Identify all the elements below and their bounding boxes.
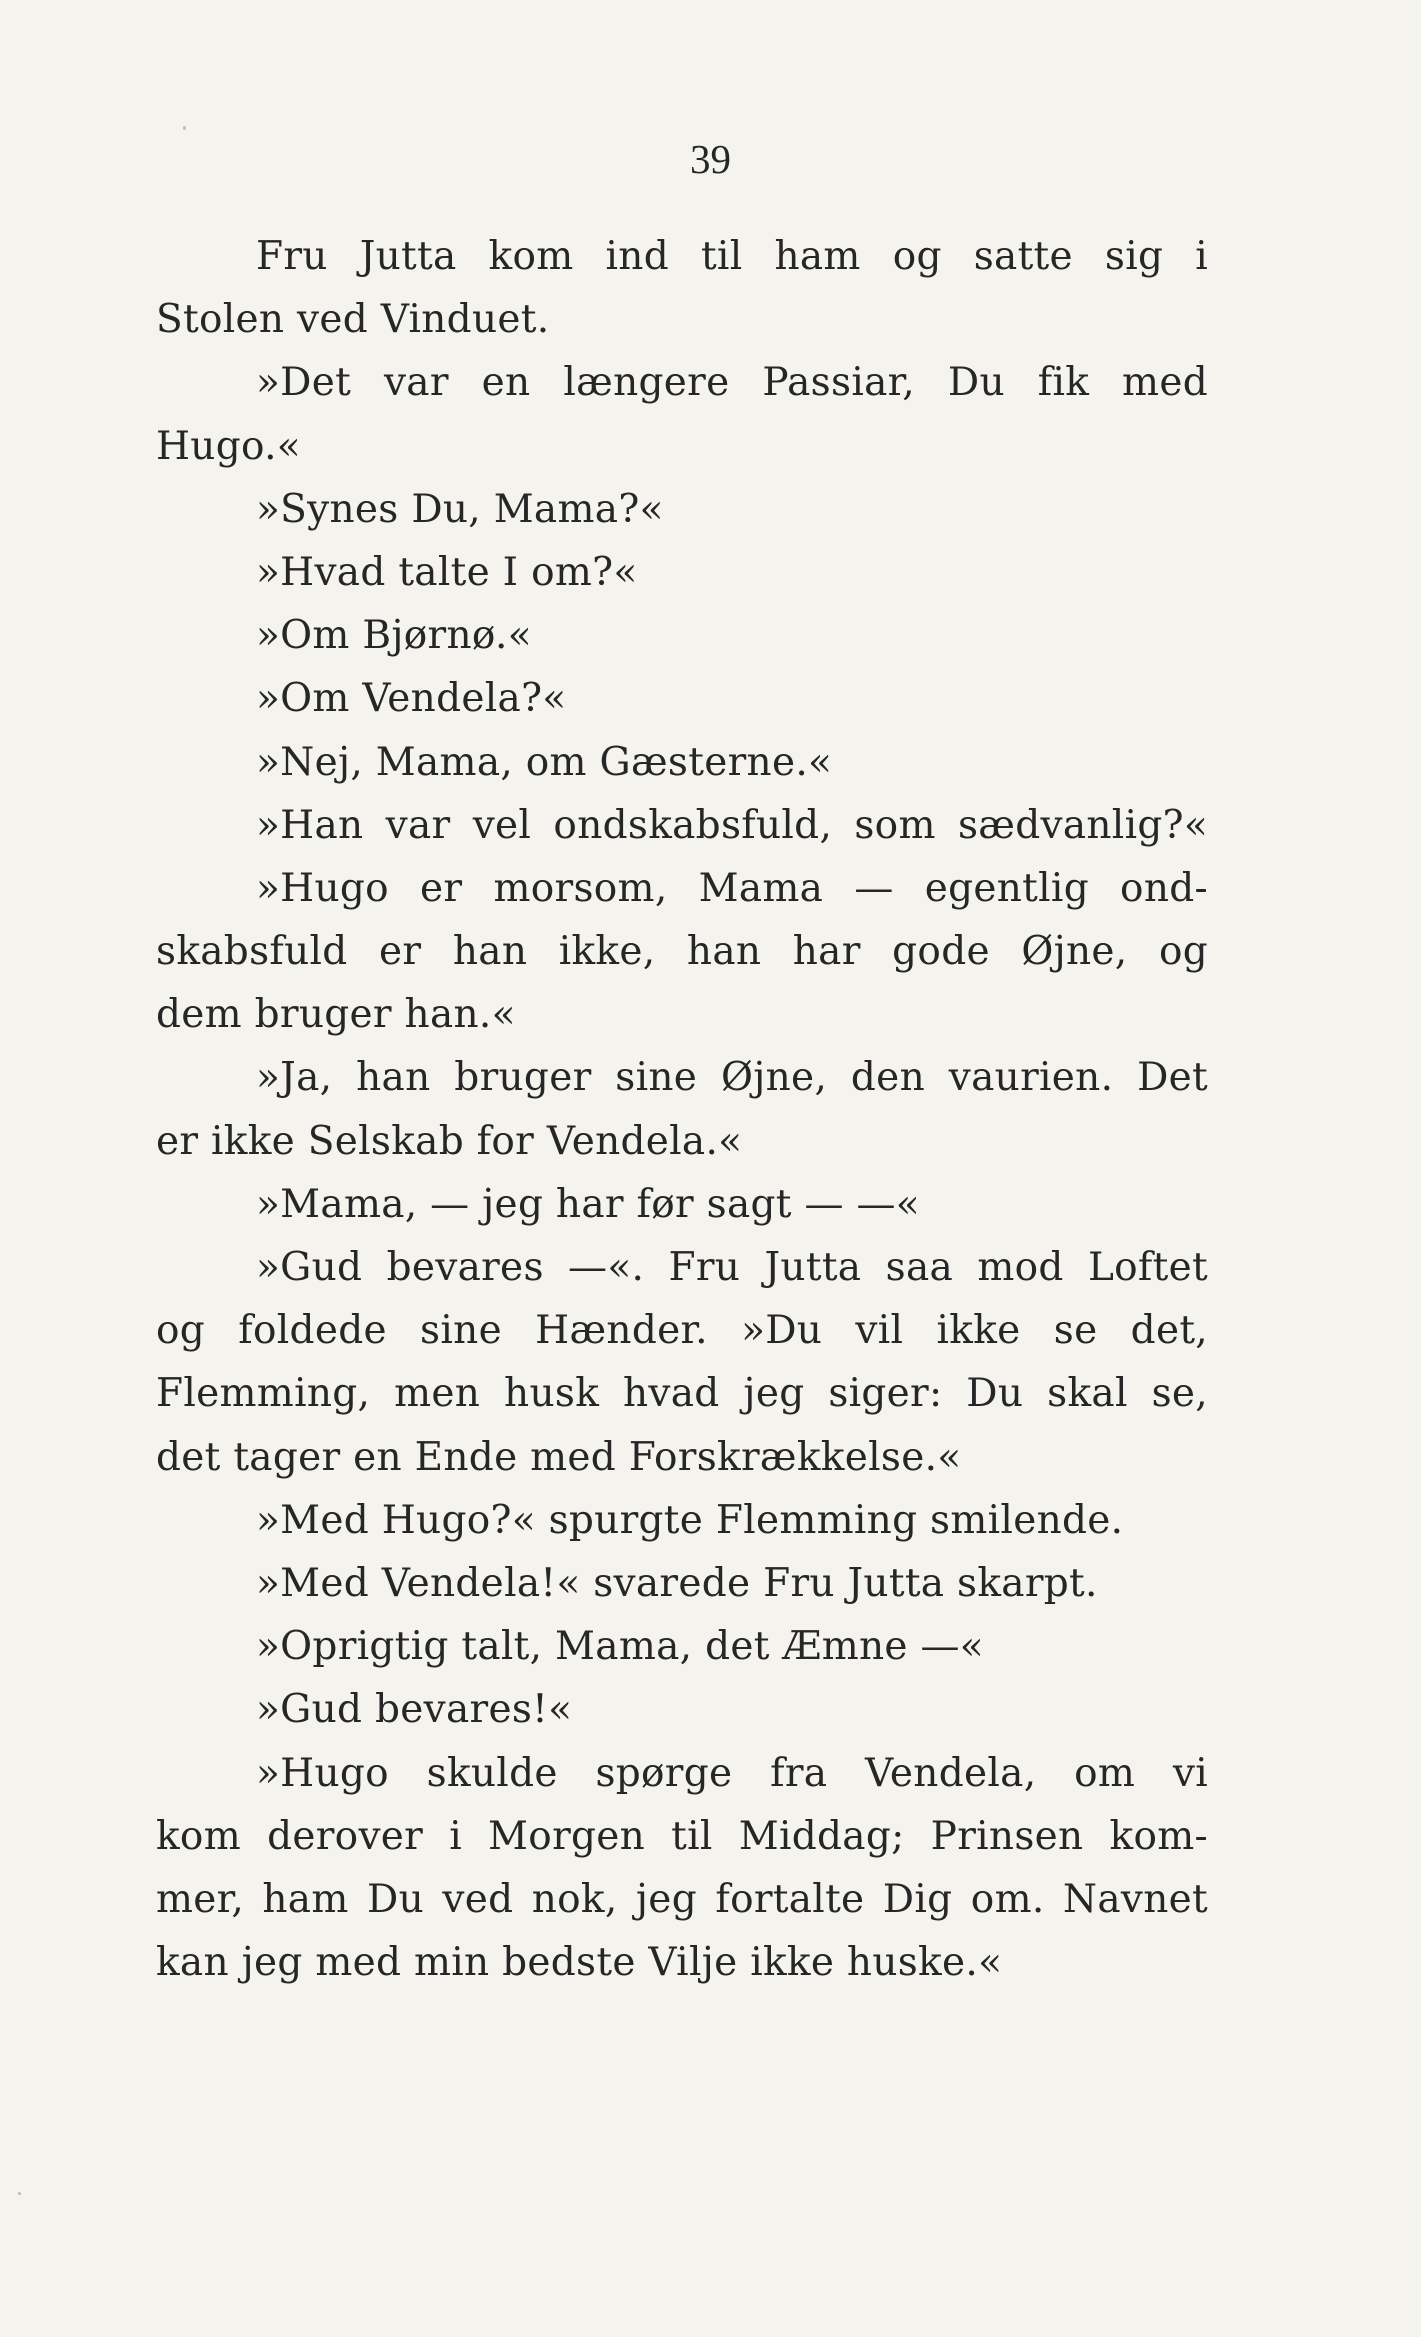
text-line: kom derover i Morgen til Middag; Prinsen kom- — [156, 1813, 1208, 1859]
text-line: er ikke Selskab for Vendela.« — [156, 1118, 743, 1164]
text-line: »Han var vel ondskabsfuld, som sædvanlig?« — [256, 802, 1208, 848]
paper-speck — [18, 2192, 21, 2195]
text-line: og foldede sine Hænder. »Du vil ikke se det, — [156, 1308, 1208, 1354]
text-line: »Ja, han bruger sine Øjne, den vaurien. Det — [256, 1055, 1208, 1101]
text-line: dem bruger han.« — [156, 992, 516, 1038]
text-line: mer, ham Du ved nok, jeg fortalte Dig om. Navnet — [156, 1876, 1208, 1922]
body-text — [156, 225, 1208, 1994]
page-number: 39 — [690, 136, 731, 182]
text-line: Stolen ved Vinduet. — [156, 297, 550, 343]
text-line: »Gud bevares —«. Fru Jutta saa mod Loftet — [256, 1245, 1208, 1290]
text-line: Hugo.« — [156, 423, 301, 469]
text-line: »Hugo er morsom, Mama — egentlig ond- — [256, 865, 1208, 911]
text-line: skabsfuld er han ikke, han har gode Øjne, og — [156, 929, 1208, 975]
text-line: »Nej, Mama, om Gæsterne.« — [256, 739, 833, 785]
text-line: kan jeg med min bedste Vilje ikke huske.« — [156, 1940, 1003, 1986]
text-line: »Gud bevares!« — [256, 1687, 573, 1733]
text-line: Fru Jutta kom ind til ham og satte sig i — [256, 234, 1208, 279]
paper-speck — [183, 126, 186, 130]
text-line: »Oprigtig talt, Mama, det Æmne —« — [256, 1624, 984, 1670]
text-line: Flemming, men husk hvad jeg siger: Du skal se, — [156, 1371, 1208, 1417]
text-line: »Med Vendela!« svarede Fru Jutta skarpt. — [256, 1560, 1098, 1606]
text-line: »Hvad talte I om?« — [256, 549, 638, 595]
text-line: det tager en Ende med Forskrækkelse.« — [156, 1434, 962, 1480]
text-line: »Med Hugo?« spurgte Flemming smilende. — [256, 1497, 1124, 1543]
text-line: »Om Bjørnø.« — [256, 613, 532, 659]
text-line: »Synes Du, Mama?« — [256, 486, 664, 532]
text-line: »Mama, — jeg har før sagt — —« — [256, 1181, 920, 1227]
text-line: »Det var en længere Passiar, Du fik med — [256, 360, 1208, 406]
text-line: »Hugo skulde spørge fra Vendela, om vi — [256, 1750, 1208, 1796]
text-line: »Om Vendela?« — [256, 676, 567, 722]
